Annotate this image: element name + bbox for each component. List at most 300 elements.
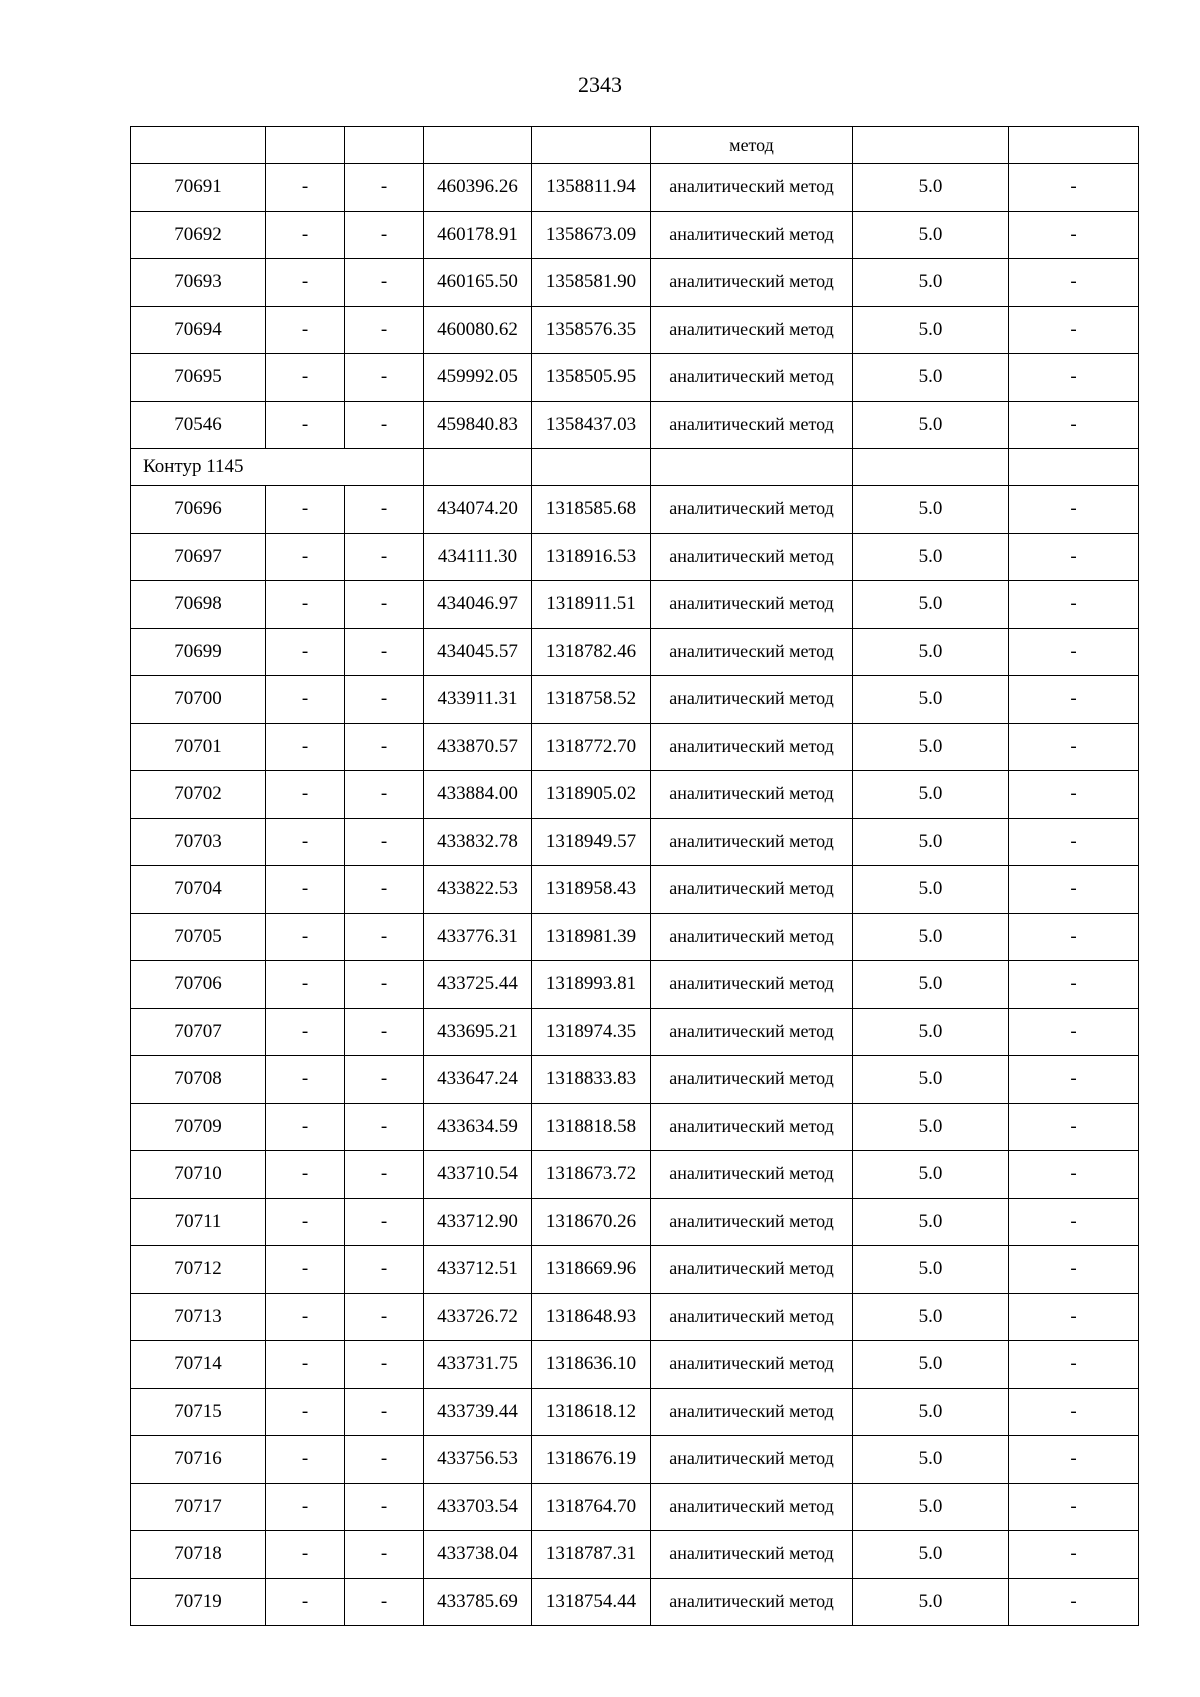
cell-y: 1318754.44 [532, 1578, 651, 1626]
cell-col2: - [266, 1531, 345, 1579]
cell-y: 1318958.43 [532, 866, 651, 914]
cell-accuracy: 5.0 [853, 354, 1009, 402]
section-empty-cell [651, 449, 853, 486]
cell-col2: - [266, 1341, 345, 1389]
cell-y: 1318648.93 [532, 1293, 651, 1341]
cell-col8: - [1009, 486, 1139, 534]
cell-method [651, 818, 853, 866]
cell-col2: - [266, 1008, 345, 1056]
cell-col8: - [1009, 1341, 1139, 1389]
cell-method [651, 1531, 853, 1579]
table-row [131, 1388, 1139, 1436]
cell-col2 [266, 127, 345, 164]
cell-method [651, 1151, 853, 1199]
cell-accuracy [853, 127, 1009, 164]
cell-method [651, 259, 853, 307]
cell-col8: - [1009, 533, 1139, 581]
cell-x: 434111.30 [424, 533, 532, 581]
cell-x: 433739.44 [424, 1388, 532, 1436]
cell-method [651, 127, 853, 164]
cell-x: 433695.21 [424, 1008, 532, 1056]
cell-accuracy: 5.0 [853, 1531, 1009, 1579]
cell-col2: - [266, 818, 345, 866]
method-text: аналитический метод [669, 1543, 834, 1564]
method-text: аналитический метод [669, 545, 834, 566]
cell-method [651, 1293, 853, 1341]
cell-col2: - [266, 961, 345, 1009]
method-text: аналитический метод [669, 973, 834, 994]
table-row [131, 1483, 1139, 1531]
cell-x: 459840.83 [424, 401, 532, 449]
cell-x: 433710.54 [424, 1151, 532, 1199]
method-text: аналитический метод [669, 271, 834, 292]
cell-point-id: 70717 [131, 1483, 266, 1531]
cell-point-id [131, 127, 266, 164]
cell-y: 1318782.46 [532, 628, 651, 676]
cell-col2: - [266, 533, 345, 581]
cell-col8: - [1009, 1151, 1139, 1199]
cell-col2: - [266, 913, 345, 961]
cell-accuracy: 5.0 [853, 1056, 1009, 1104]
cell-method [651, 628, 853, 676]
method-text: аналитический метод [669, 1353, 834, 1374]
cell-y: 1358505.95 [532, 354, 651, 402]
table-row [131, 486, 1139, 534]
cell-y: 1318818.58 [532, 1103, 651, 1151]
cell-accuracy: 5.0 [853, 1103, 1009, 1151]
method-text: аналитический метод [669, 1258, 834, 1279]
cell-x: 433911.31 [424, 676, 532, 724]
table-row [131, 211, 1139, 259]
table-row [131, 866, 1139, 914]
cell-accuracy: 5.0 [853, 913, 1009, 961]
cell-method [651, 1008, 853, 1056]
method-text: аналитический метод [669, 1400, 834, 1421]
section-empty-cell [853, 449, 1009, 486]
cell-col2: - [266, 676, 345, 724]
cell-x: 460178.91 [424, 211, 532, 259]
cell-col2: - [266, 1246, 345, 1294]
cell-col8: - [1009, 1008, 1139, 1056]
cell-col3: - [345, 306, 424, 354]
cell-col2: - [266, 1388, 345, 1436]
cell-col3: - [345, 1483, 424, 1531]
cell-accuracy: 5.0 [853, 628, 1009, 676]
cell-x: 433731.75 [424, 1341, 532, 1389]
cell-col3: - [345, 723, 424, 771]
cell-col2: - [266, 581, 345, 629]
cell-col3: - [345, 866, 424, 914]
cell-y: 1358576.35 [532, 306, 651, 354]
cell-y: 1318949.57 [532, 818, 651, 866]
cell-accuracy: 5.0 [853, 818, 1009, 866]
cell-col3: - [345, 1008, 424, 1056]
cell-accuracy: 5.0 [853, 164, 1009, 212]
cell-accuracy: 5.0 [853, 1151, 1009, 1199]
cell-accuracy: 5.0 [853, 1436, 1009, 1484]
cell-y: 1318764.70 [532, 1483, 651, 1531]
cell-col8: - [1009, 1198, 1139, 1246]
cell-col3 [345, 127, 424, 164]
method-text: аналитический метод [669, 925, 834, 946]
cell-col3: - [345, 1103, 424, 1151]
cell-col8: - [1009, 1531, 1139, 1579]
cell-col8: - [1009, 866, 1139, 914]
method-text: аналитический метод [669, 735, 834, 756]
cell-col8: - [1009, 1056, 1139, 1104]
section-empty-cell [532, 449, 651, 486]
cell-y: 1318787.31 [532, 1531, 651, 1579]
cell-y: 1318772.70 [532, 723, 651, 771]
cell-method [651, 1578, 853, 1626]
cell-accuracy: 5.0 [853, 866, 1009, 914]
table-row [131, 723, 1139, 771]
cell-x: 433822.53 [424, 866, 532, 914]
cell-x: 433776.31 [424, 913, 532, 961]
cell-col8: - [1009, 913, 1139, 961]
cell-x: 434046.97 [424, 581, 532, 629]
cell-point-id: 70704 [131, 866, 266, 914]
cell-point-id: 70719 [131, 1578, 266, 1626]
method-text: аналитический метод [669, 366, 834, 387]
cell-col8: - [1009, 961, 1139, 1009]
cell-point-id: 70707 [131, 1008, 266, 1056]
table-row [131, 1246, 1139, 1294]
table-row [131, 1436, 1139, 1484]
cell-col3: - [345, 1578, 424, 1626]
cell-y: 1358437.03 [532, 401, 651, 449]
method-text: метод [729, 135, 774, 155]
cell-method [651, 1056, 853, 1104]
table-row [131, 1531, 1139, 1579]
cell-x: 433712.51 [424, 1246, 532, 1294]
cell-accuracy: 5.0 [853, 1341, 1009, 1389]
cell-point-id: 70703 [131, 818, 266, 866]
cell-y: 1318670.26 [532, 1198, 651, 1246]
cell-x: 433738.04 [424, 1531, 532, 1579]
cell-accuracy: 5.0 [853, 581, 1009, 629]
cell-x: 460080.62 [424, 306, 532, 354]
cell-method [651, 581, 853, 629]
cell-method [651, 961, 853, 1009]
cell-point-id: 70700 [131, 676, 266, 724]
cell-x: 434045.57 [424, 628, 532, 676]
cell-col3: - [345, 164, 424, 212]
method-text: аналитический метод [669, 318, 834, 339]
cell-point-id: 70716 [131, 1436, 266, 1484]
cell-col8: - [1009, 259, 1139, 307]
cell-y: 1318911.51 [532, 581, 651, 629]
cell-point-id: 70710 [131, 1151, 266, 1199]
cell-x: 433785.69 [424, 1578, 532, 1626]
cell-col8: - [1009, 1388, 1139, 1436]
cell-col8: - [1009, 723, 1139, 771]
cell-point-id: 70697 [131, 533, 266, 581]
cell-method [651, 1198, 853, 1246]
method-text: аналитический метод [669, 1068, 834, 1089]
cell-method [651, 486, 853, 534]
section-label: Контур 1145 [131, 449, 424, 486]
cell-point-id: 70711 [131, 1198, 266, 1246]
cell-x: 460165.50 [424, 259, 532, 307]
cell-method [651, 401, 853, 449]
cell-y [532, 127, 651, 164]
method-text: аналитический метод [669, 1020, 834, 1041]
cell-accuracy: 5.0 [853, 1578, 1009, 1626]
cell-y: 1318673.72 [532, 1151, 651, 1199]
cell-method [651, 533, 853, 581]
continuation-row [131, 127, 1139, 164]
cell-y: 1358581.90 [532, 259, 651, 307]
cell-col3: - [345, 913, 424, 961]
cell-col2: - [266, 259, 345, 307]
cell-point-id: 70692 [131, 211, 266, 259]
cell-y: 1318676.19 [532, 1436, 651, 1484]
table-row [131, 771, 1139, 819]
cell-col8: - [1009, 1293, 1139, 1341]
cell-col8: - [1009, 1483, 1139, 1531]
cell-col2: - [266, 1198, 345, 1246]
cell-x: 433870.57 [424, 723, 532, 771]
cell-accuracy: 5.0 [853, 1483, 1009, 1531]
cell-col2: - [266, 1578, 345, 1626]
cell-col8: - [1009, 1103, 1139, 1151]
cell-col3: - [345, 1341, 424, 1389]
method-text: аналитический метод [669, 1448, 834, 1469]
cell-method [651, 1483, 853, 1531]
cell-col3: - [345, 401, 424, 449]
cell-col8: - [1009, 818, 1139, 866]
cell-x: 433703.54 [424, 1483, 532, 1531]
cell-col2: - [266, 1483, 345, 1531]
cell-point-id: 70546 [131, 401, 266, 449]
table-row [131, 1056, 1139, 1104]
cell-point-id: 70709 [131, 1103, 266, 1151]
method-text: аналитический метод [669, 878, 834, 899]
cell-method [651, 354, 853, 402]
table-row [131, 1008, 1139, 1056]
cell-x: 433884.00 [424, 771, 532, 819]
cell-method [651, 676, 853, 724]
cell-point-id: 70691 [131, 164, 266, 212]
coordinates-table [130, 126, 1139, 1626]
cell-method [651, 771, 853, 819]
cell-point-id: 70718 [131, 1531, 266, 1579]
cell-method [651, 866, 853, 914]
cell-point-id: 70695 [131, 354, 266, 402]
table-row [131, 401, 1139, 449]
cell-x: 459992.05 [424, 354, 532, 402]
cell-x: 433756.53 [424, 1436, 532, 1484]
cell-col2: - [266, 628, 345, 676]
cell-method [651, 211, 853, 259]
cell-y: 1318905.02 [532, 771, 651, 819]
cell-col2: - [266, 1151, 345, 1199]
cell-col8: - [1009, 1578, 1139, 1626]
cell-point-id: 70698 [131, 581, 266, 629]
cell-col2: - [266, 401, 345, 449]
cell-method [651, 1388, 853, 1436]
table-row [131, 306, 1139, 354]
cell-x [424, 127, 532, 164]
method-text: аналитический метод [669, 1163, 834, 1184]
cell-col2: - [266, 306, 345, 354]
cell-y: 1358673.09 [532, 211, 651, 259]
cell-col8: - [1009, 354, 1139, 402]
cell-accuracy: 5.0 [853, 533, 1009, 581]
cell-col2: - [266, 723, 345, 771]
cell-y: 1318974.35 [532, 1008, 651, 1056]
table-row [131, 581, 1139, 629]
cell-accuracy: 5.0 [853, 401, 1009, 449]
cell-col3: - [345, 211, 424, 259]
cell-col2: - [266, 771, 345, 819]
cell-x: 433726.72 [424, 1293, 532, 1341]
cell-y: 1318758.52 [532, 676, 651, 724]
cell-accuracy: 5.0 [853, 259, 1009, 307]
cell-x: 460396.26 [424, 164, 532, 212]
cell-col8: - [1009, 211, 1139, 259]
cell-point-id: 70699 [131, 628, 266, 676]
cell-col3: - [345, 961, 424, 1009]
cell-point-id: 70702 [131, 771, 266, 819]
table-row [131, 818, 1139, 866]
cell-col3: - [345, 1293, 424, 1341]
table-row [131, 1151, 1139, 1199]
cell-y: 1318993.81 [532, 961, 651, 1009]
cell-x: 433725.44 [424, 961, 532, 1009]
cell-y: 1318618.12 [532, 1388, 651, 1436]
cell-col2: - [266, 1293, 345, 1341]
cell-col3: - [345, 1388, 424, 1436]
cell-method [651, 164, 853, 212]
method-text: аналитический метод [669, 640, 834, 661]
cell-point-id: 70714 [131, 1341, 266, 1389]
page-number: 2343 [578, 72, 622, 97]
cell-col3: - [345, 771, 424, 819]
method-text: аналитический метод [669, 413, 834, 434]
table-row [131, 628, 1139, 676]
table-row [131, 1198, 1139, 1246]
cell-col8: - [1009, 581, 1139, 629]
cell-x: 434074.20 [424, 486, 532, 534]
method-text: аналитический метод [669, 176, 834, 197]
cell-col8: - [1009, 164, 1139, 212]
method-text: аналитический метод [669, 783, 834, 804]
cell-col3: - [345, 1531, 424, 1579]
table-row [131, 676, 1139, 724]
cell-col3: - [345, 818, 424, 866]
cell-col3: - [345, 486, 424, 534]
cell-method [651, 306, 853, 354]
cell-method [651, 1246, 853, 1294]
cell-x: 433712.90 [424, 1198, 532, 1246]
cell-accuracy: 5.0 [853, 1008, 1009, 1056]
method-text: аналитический метод [669, 1590, 834, 1611]
cell-col2: - [266, 211, 345, 259]
table-row [131, 1103, 1139, 1151]
cell-x: 433832.78 [424, 818, 532, 866]
cell-col3: - [345, 533, 424, 581]
cell-col2: - [266, 1056, 345, 1104]
cell-accuracy: 5.0 [853, 1388, 1009, 1436]
cell-col8 [1009, 127, 1139, 164]
cell-point-id: 70708 [131, 1056, 266, 1104]
cell-col8: - [1009, 628, 1139, 676]
cell-accuracy: 5.0 [853, 961, 1009, 1009]
table-row [131, 259, 1139, 307]
cell-y: 1318585.68 [532, 486, 651, 534]
cell-col2: - [266, 866, 345, 914]
method-text: аналитический метод [669, 498, 834, 519]
table-row [131, 533, 1139, 581]
cell-col8: - [1009, 1436, 1139, 1484]
cell-point-id: 70701 [131, 723, 266, 771]
table-row [131, 354, 1139, 402]
table-row [131, 913, 1139, 961]
cell-col3: - [345, 676, 424, 724]
cell-col3: - [345, 628, 424, 676]
cell-col3: - [345, 1246, 424, 1294]
method-text: аналитический метод [669, 223, 834, 244]
cell-y: 1318981.39 [532, 913, 651, 961]
cell-accuracy: 5.0 [853, 1198, 1009, 1246]
cell-method [651, 1436, 853, 1484]
cell-accuracy: 5.0 [853, 1293, 1009, 1341]
cell-col3: - [345, 1056, 424, 1104]
section-row [131, 449, 1139, 486]
table-row [131, 1293, 1139, 1341]
cell-x: 433647.24 [424, 1056, 532, 1104]
cell-y: 1318669.96 [532, 1246, 651, 1294]
cell-col2: - [266, 1436, 345, 1484]
cell-col3: - [345, 1151, 424, 1199]
cell-accuracy: 5.0 [853, 723, 1009, 771]
cell-col3: - [345, 581, 424, 629]
method-text: аналитический метод [669, 1115, 834, 1136]
cell-col8: - [1009, 1246, 1139, 1294]
cell-x: 433634.59 [424, 1103, 532, 1151]
cell-point-id: 70696 [131, 486, 266, 534]
cell-y: 1318833.83 [532, 1056, 651, 1104]
cell-y: 1318916.53 [532, 533, 651, 581]
cell-col2: - [266, 164, 345, 212]
cell-col3: - [345, 354, 424, 402]
cell-col2: - [266, 486, 345, 534]
cell-point-id: 70705 [131, 913, 266, 961]
section-empty-cell [1009, 449, 1139, 486]
cell-y: 1318636.10 [532, 1341, 651, 1389]
method-text: аналитический метод [669, 1495, 834, 1516]
cell-col8: - [1009, 676, 1139, 724]
cell-point-id: 70713 [131, 1293, 266, 1341]
cell-accuracy: 5.0 [853, 771, 1009, 819]
cell-point-id: 70715 [131, 1388, 266, 1436]
method-text: аналитический метод [669, 688, 834, 709]
cell-point-id: 70693 [131, 259, 266, 307]
cell-col3: - [345, 259, 424, 307]
cell-method [651, 913, 853, 961]
cell-method [651, 723, 853, 771]
cell-col2: - [266, 354, 345, 402]
method-text: аналитический метод [669, 1305, 834, 1326]
cell-col8: - [1009, 306, 1139, 354]
cell-point-id: 70694 [131, 306, 266, 354]
cell-method [651, 1341, 853, 1389]
method-text: аналитический метод [669, 830, 834, 851]
cell-col3: - [345, 1198, 424, 1246]
cell-point-id: 70712 [131, 1246, 266, 1294]
